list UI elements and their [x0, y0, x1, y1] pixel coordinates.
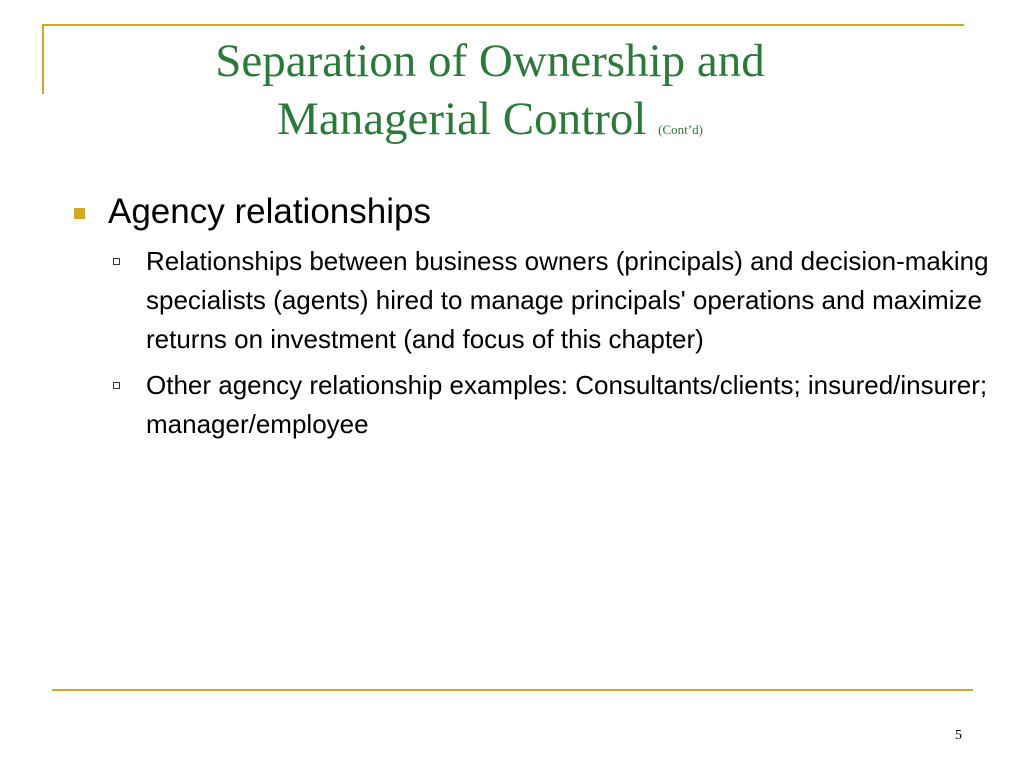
title-line-2: Managerial Control — [277, 93, 647, 145]
sub-bullet-text: Other agency relationship examples: Consultants/clients; insured/insurer; manager/employee — [146, 370, 988, 439]
sub-bullet-text: Relationships between business owners (principals) and decision-making specialists (agents) hired to manage principals' operations and maximize returns on investment (and focus of this chapter) — [146, 246, 989, 354]
frame-top-border — [42, 24, 964, 26]
hollow-square-bullet-icon — [113, 382, 120, 389]
sub-bullet-relationships — [72, 242, 1012, 359]
sub-bullet-other-examples — [72, 366, 1012, 444]
square-bullet-icon — [74, 208, 85, 219]
hollow-square-bullet-icon — [113, 258, 120, 265]
page-number: 5 — [955, 728, 962, 743]
bullet-text: Agency relationships — [108, 192, 431, 231]
title-line-1: Separation of Ownership and — [215, 35, 765, 87]
slide-title — [60, 32, 920, 159]
slide-content — [72, 190, 1012, 451]
bullet-agency-relationships — [72, 190, 1012, 234]
frame-left-border — [42, 24, 44, 94]
footer-divider — [52, 689, 973, 691]
title-continued-note: (Cont’d) — [658, 122, 703, 137]
